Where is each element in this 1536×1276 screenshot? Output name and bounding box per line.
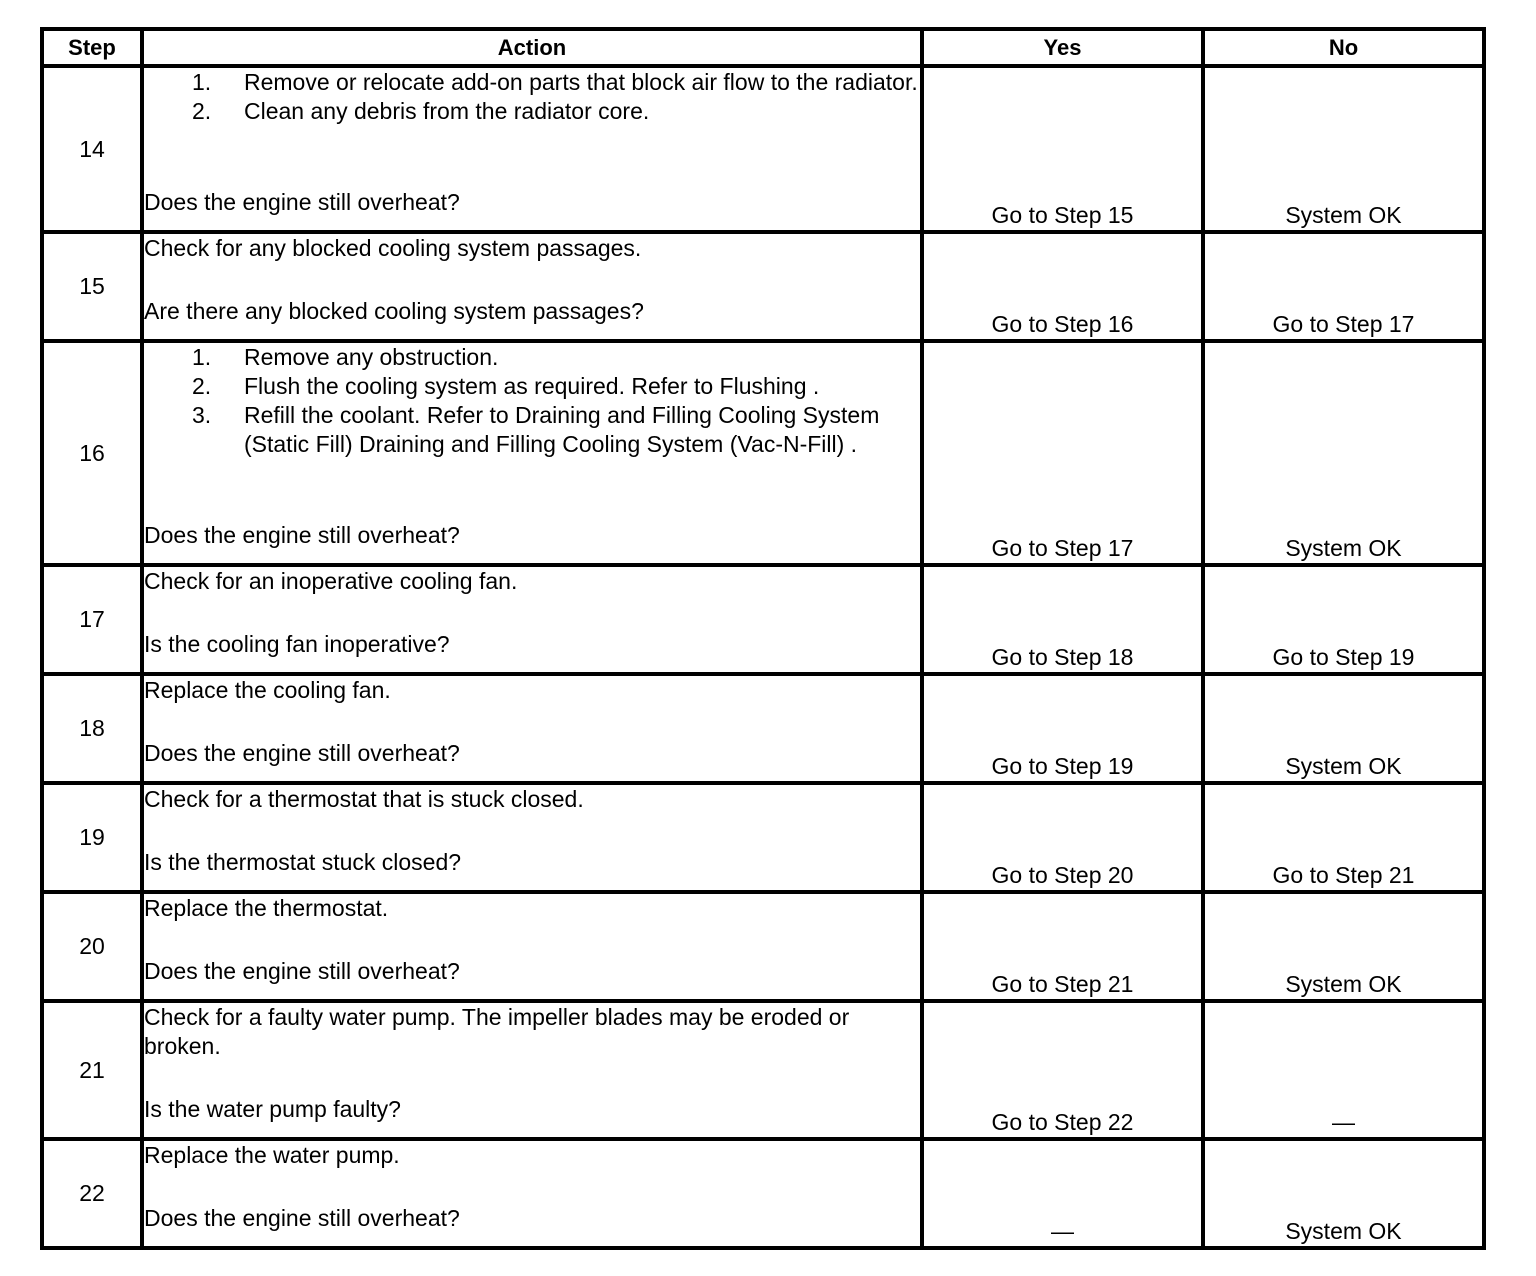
yes-result: Go to Step 17 — [922, 341, 1203, 565]
yes-result: Go to Step 18 — [922, 565, 1203, 674]
action-text: Check for a faulty water pump. The impeller blades may be eroded or broken. — [144, 1004, 850, 1059]
table-row-step-21 — [42, 1001, 1484, 1139]
yes-result: Go to Step 19 — [922, 674, 1203, 783]
step-number: 16 — [42, 341, 142, 565]
action-step-item — [144, 97, 920, 126]
action-step-item — [144, 401, 920, 459]
yes-result: Go to Step 20 — [922, 783, 1203, 892]
no-result: Go to Step 17 — [1203, 232, 1484, 341]
table-row-step-18 — [42, 674, 1484, 783]
header-step: Step — [42, 29, 142, 66]
action-question: Is the thermostat stuck closed? — [144, 849, 462, 875]
no-result: — — [1203, 1001, 1484, 1139]
action-question: Are there any blocked cooling system passages? — [144, 298, 644, 324]
action-step-text: Flush the cooling system as required. Refer to Flushing . — [244, 373, 820, 399]
action-step-item — [144, 343, 920, 372]
action-steps-list — [144, 343, 920, 459]
step-number: 19 — [42, 783, 142, 892]
action-text: Replace the cooling fan. — [144, 677, 391, 703]
action-step-text: Refill the coolant. Refer to Draining and Filling Cooling System (Static Fill) Draining and Filling Cooling System (Vac-N-Fill) . — [244, 402, 880, 457]
yes-result: Go to Step 15 — [922, 66, 1203, 232]
no-result: System OK — [1203, 1139, 1484, 1248]
yes-result: — — [922, 1139, 1203, 1248]
diagnostic-table — [40, 27, 1486, 1250]
action-cell — [142, 565, 922, 674]
yes-result: Go to Step 16 — [922, 232, 1203, 341]
step-number: 15 — [42, 232, 142, 341]
header-row — [42, 29, 1484, 66]
no-result: System OK — [1203, 674, 1484, 783]
action-question: Does the engine still overheat? — [144, 189, 460, 215]
action-step-text: Clean any debris from the radiator core. — [244, 98, 650, 124]
action-text: Replace the thermostat. — [144, 895, 389, 921]
action-step-number: 1. — [192, 69, 212, 95]
action-text: Replace the water pump. — [144, 1142, 400, 1168]
table-row-step-16 — [42, 341, 1484, 565]
no-result: System OK — [1203, 66, 1484, 232]
action-cell — [142, 232, 922, 341]
action-question: Is the cooling fan inoperative? — [144, 631, 450, 657]
step-number: 18 — [42, 674, 142, 783]
action-cell — [142, 1001, 922, 1139]
no-result: Go to Step 21 — [1203, 783, 1484, 892]
action-step-number: 2. — [192, 98, 212, 124]
no-result: System OK — [1203, 341, 1484, 565]
action-cell — [142, 674, 922, 783]
action-cell — [142, 66, 922, 232]
action-question: Is the water pump faulty? — [144, 1096, 401, 1122]
step-number: 22 — [42, 1139, 142, 1248]
action-step-text: Remove any obstruction. — [244, 344, 499, 370]
table-row-step-22 — [42, 1139, 1484, 1248]
step-number: 20 — [42, 892, 142, 1001]
table-row-step-15 — [42, 232, 1484, 341]
no-result: System OK — [1203, 892, 1484, 1001]
action-text: Check for an inoperative cooling fan. — [144, 568, 518, 594]
no-result: Go to Step 19 — [1203, 565, 1484, 674]
yes-result: Go to Step 21 — [922, 892, 1203, 1001]
action-step-number: 1. — [192, 344, 212, 370]
yes-result: Go to Step 22 — [922, 1001, 1203, 1139]
action-cell — [142, 341, 922, 565]
action-step-item — [144, 372, 920, 401]
action-question: Does the engine still overheat? — [144, 1205, 460, 1231]
action-step-item — [144, 68, 920, 97]
header-yes: Yes — [922, 29, 1203, 66]
step-number: 17 — [42, 565, 142, 674]
action-step-text: Remove or relocate add-on parts that block air flow to the radiator. — [244, 69, 918, 95]
action-step-number: 3. — [192, 402, 212, 428]
table-row-step-20 — [42, 892, 1484, 1001]
action-question: Does the engine still overheat? — [144, 740, 460, 766]
action-text: Check for any blocked cooling system passages. — [144, 235, 642, 261]
action-question: Does the engine still overheat? — [144, 958, 460, 984]
action-steps-list — [144, 68, 920, 126]
header-action: Action — [142, 29, 922, 66]
table-row-step-14 — [42, 66, 1484, 232]
action-cell — [142, 892, 922, 1001]
step-number: 14 — [42, 66, 142, 232]
header-no: No — [1203, 29, 1484, 66]
action-step-number: 2. — [192, 373, 212, 399]
action-question: Does the engine still overheat? — [144, 522, 460, 548]
action-cell — [142, 1139, 922, 1248]
action-cell — [142, 783, 922, 892]
table-row-step-19 — [42, 783, 1484, 892]
action-text: Check for a thermostat that is stuck closed. — [144, 786, 584, 812]
step-number: 21 — [42, 1001, 142, 1139]
table-row-step-17 — [42, 565, 1484, 674]
